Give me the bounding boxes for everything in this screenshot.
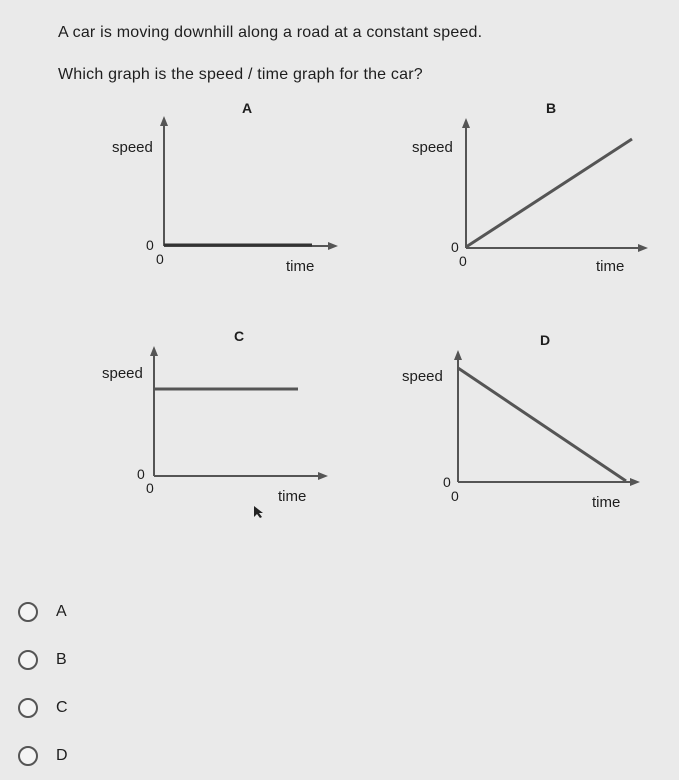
option-b[interactable] [18, 636, 68, 684]
x-origin-label: 0 [459, 253, 467, 269]
radio-button-b[interactable] [18, 650, 38, 670]
y-origin-label: 0 [146, 237, 154, 253]
graph-d-axes [400, 322, 660, 512]
graph-title: C [234, 328, 245, 344]
speed-line [458, 368, 626, 481]
graph-c [100, 322, 360, 512]
graph-title: B [546, 100, 557, 116]
option-label: C [56, 699, 68, 716]
radio-button-a[interactable] [18, 602, 38, 622]
y-axis-arrow-icon [150, 346, 158, 356]
speed-line [466, 139, 632, 247]
option-label: A [56, 603, 67, 620]
x-axis-arrow-icon [328, 242, 338, 250]
x-axis-label: time [592, 494, 621, 511]
x-axis-label: time [286, 258, 315, 275]
y-origin-label: 0 [443, 474, 451, 490]
x-axis-label: time [278, 488, 307, 505]
x-axis-label: time [596, 258, 625, 275]
y-axis-arrow-icon [454, 350, 462, 360]
y-origin-label: 0 [137, 466, 145, 482]
answer-options [18, 588, 68, 780]
graph-b-axes [408, 96, 668, 286]
graph-d [400, 322, 660, 512]
y-axis-arrow-icon [462, 118, 470, 128]
y-axis-label: speed [402, 368, 443, 385]
y-origin-label: 0 [451, 239, 459, 255]
graph-b [408, 96, 668, 286]
x-origin-label: 0 [156, 251, 164, 267]
graph-a [100, 96, 360, 286]
pointer-arrow-icon [252, 505, 266, 519]
radio-button-c[interactable] [18, 698, 38, 718]
y-axis-label: speed [102, 365, 143, 382]
graph-title: D [540, 332, 551, 348]
x-origin-label: 0 [451, 488, 459, 504]
graph-c-axes [100, 322, 360, 512]
option-a[interactable] [18, 588, 68, 636]
x-origin-label: 0 [146, 480, 154, 496]
option-label: B [56, 651, 67, 668]
graph-title: A [242, 100, 253, 116]
y-axis-arrow-icon [160, 116, 168, 126]
x-axis-arrow-icon [638, 244, 648, 252]
question-line-2: Which graph is the speed / time graph for the car? [58, 66, 423, 83]
question-line-1: A car is moving downhill along a road at a constant speed. [58, 24, 483, 41]
option-c[interactable] [18, 684, 68, 732]
y-axis-label: speed [412, 139, 453, 156]
x-axis-arrow-icon [318, 472, 328, 480]
y-axis-label: speed [112, 139, 153, 156]
graph-a-axes [100, 96, 360, 286]
x-axis-arrow-icon [630, 478, 640, 486]
option-label: D [56, 747, 68, 764]
radio-button-d[interactable] [18, 746, 38, 766]
